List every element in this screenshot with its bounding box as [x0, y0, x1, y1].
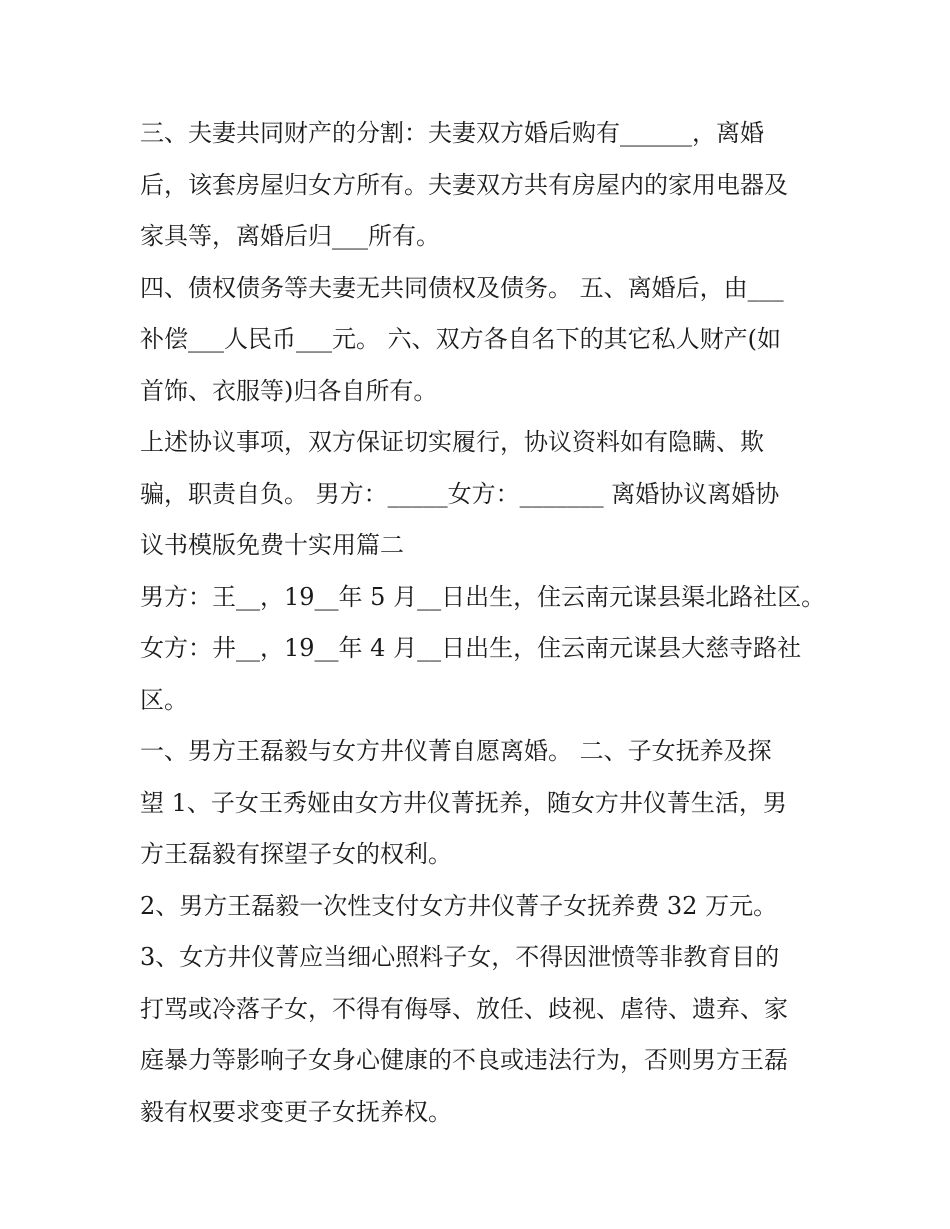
text-line: 男方：王__，19__年 5 月__日出生，住云南元谋县渠北路社区。 — [140, 582, 826, 611]
text-line: 2、男方王磊毅一次性支付女方井仪菁子女抚养费 32 万元。 — [140, 891, 778, 920]
text-line: 女方：井__，19__年 4 月__日出生，住云南元谋县大慈寺路社 — [140, 634, 802, 662]
text-line: 上述协议事项，双方保证切实履行，协议资料如有隐瞒、欺 — [140, 428, 764, 456]
text-line: 方王磊毅有探望子女的权利。 — [140, 840, 452, 868]
text-line: 首饰、衣服等)归各自所有。 — [140, 376, 438, 405]
text-line: 议书模版免费十实用篇二 — [140, 531, 404, 559]
text-line: 补偿___人民币___元。 六、双方各自名下的其它私人财产(如 — [140, 325, 781, 353]
document-body — [140, 108, 826, 1138]
text-line: 家具等，离婚后归___所有。 — [140, 222, 440, 250]
text-line: 区。 — [140, 685, 188, 714]
text-line: 骗，职责自负。 男方：_____女方：_______ 离婚协议离婚协 — [140, 479, 780, 508]
text-line: 3、女方井仪菁应当细心照料子女，不得因泄愤等非教育目的 — [140, 943, 780, 971]
text-line: 一、男方王磊毅与女方井仪菁自愿离婚。 二、子女抚养及探 — [140, 737, 772, 765]
text-line: 庭暴力等影响子女身心健康的不良或违法行为，否则男方王磊 — [140, 1046, 788, 1074]
text-line: 三、夫妻共同财产的分割：夫妻双方婚后购有______，离婚 — [140, 119, 764, 147]
text-line: 打骂或冷落子女，不得有侮辱、放任、歧视、虐待、遗弃、家 — [140, 994, 788, 1023]
text-line: 望 1、子女王秀娅由女方井仪菁抚养，随女方井仪菁生活，男 — [140, 788, 787, 817]
text-line: 毅有权要求变更子女抚养权。 — [140, 1097, 452, 1126]
text-line: 四、债权债务等夫妻无共同债权及债务。 五、离婚后，由___ — [140, 273, 784, 302]
text-line: 后，该套房屋归女方所有。夫妻双方共有房屋内的家用电器及 — [140, 170, 788, 199]
